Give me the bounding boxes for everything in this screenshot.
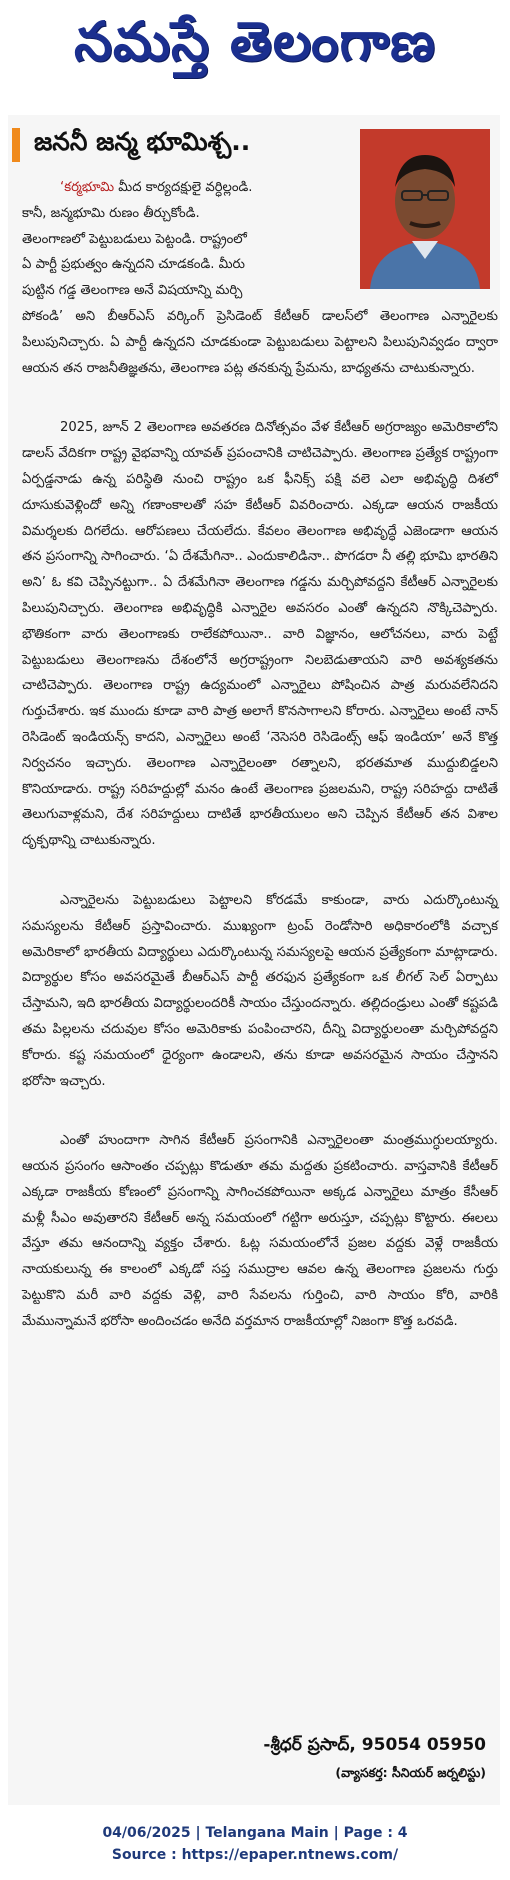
article-panel (8, 115, 500, 1805)
paragraph-1-line: ఏ పార్టీ ప్రభుత్వం ఉన్నదని చూడకండి. మీరు (22, 257, 245, 273)
author-role: (వ్యాసకర్త: సీనియర్ జర్నలిస్టు) (335, 1765, 486, 1780)
paragraph-1-first-line: ‘కర్మభూమి మీద కార్యదక్షులై వర్ధిల్లండి. (60, 180, 253, 195)
paragraph-4: ఎంతో హుందాగా సాగిన కేటీఆర్ ప్రసంగానికి ఎన్నారైలంతా మంత్రముగ్ధులయ్యారు. ఆయన ప్రసంగం ఆసాంతం చప్పట్లు కొడుతూ తమ మద్దతు ప్రకటించారు. వాస్తవానికి కేటీఆర్ ఎక్కడా రాజకీయ కోణంలో ప్రసంగాన్ని సాగించకపోయినా అక్కడ ఎన్నారైలు మాత్రం కేసీఆర్ మళ్లీ సీఎం అవుతారని కేటీఆర్ అన్న సమయంలో గట్టిగా అరుస్తూ, చప్పట్లు కొట్టారు. ఈలలు వేస్తూ తమ ఆనందాన్ని వ్యక్తం చేశారు. ఓట్ల సమయంలోనే ప్రజల వద్దకు వెళ్లే రాజకీయ నాయకులున్న ఈ కాలంలో ఎక్కడో సప్త సముద్రాల ఆవల ఉన్న తెలంగాణ ప్రజలను గుర్తు పెట్టుకొని మరీ వారి వద్దకు వెళ్లి, వారి సేవలను గుర్తించి, వారి సాయం కోరి, వారికి మేమున్నామనే భరోసా అందించడం అనేది వర్తమాన రాజకీయాల్లో నిజంగా కొత్త ఒరవడి. (22, 1133, 498, 1329)
headline-accent-bar (12, 128, 20, 162)
page-footer (0, 1822, 510, 1866)
masthead (0, 0, 510, 96)
footer-source-link[interactable]: Source : https://epaper.ntnews.com/ (111, 1847, 399, 1863)
paragraph-2: 2025, జూన్ 2 తెలంగాణ అవతరణ దినోత్సవం వేళ కేటీఆర్ అగ్రరాజ్యం అమెరికాలోని డాలస్ వేదికగా రాష్ట్ర వైభవాన్ని యావత్ ప్రపంచానికి చాటిచెప్పారు. తెలంగాణ ప్రత్యేక రాష్ట్రంగా ఏర్పడ్డనాడు ఉన్న పరిస్థితి నుంచి రాష్ట్రం ఒక ఫీనిక్స్ పక్షి వలె ఎలా అభివృద్ధి దిశలో దూసుకువెళ్లిందో అన్ని గణాంకాలతో సహ కేటీఆర్ వివరించారు. ఎక్కడా ఆయన రాజకీయ విమర్శలకు దిగలేదు. ఆరోపణలు చేయలేదు. కేవలం తెలంగాణ అభివృద్ధే ఎజెండాగా ఆయన తన ప్రసంగాన్ని సాగించారు. ‘ఏ దేశమేగినా.. ఎందుకాలిడినా.. పొగడరా నీ తల్లి భూమి భారతిని అని’ ఓ కవి చెప్పినట్టుగా.. ఏ దేశమేగినా తెలంగాణ గడ్డను మర్చిపోవద్దని కేటీఆర్ ఎన్నారైలకు పిలుపునిచ్చారు. తెలంగాణ అభివృద్ధికి ఎన్నారైల అవసరం ఎంతో ఉన్నదని నొక్కిచెప్పారు. భౌతికంగా వారు తెలంగాణకు రాలేకపోయినా.. వారి విజ్ఞానం, ఆలోచనలు, వారు పెట్టే పెట్టుబడులు తెలంగాణను దేశంలోనే అగ్రరాష్ట్రంగా నిలబెడుతాయని వారి అవశ్యకతను చాటిచెప్పారు. తెలంగాణ రాష్ట్ర ఉద్యమంలో ఎన్నారైలు పోషించిన పాత్ర మరువలేనిదని గుర్తుచేశారు. ఇక ముందు కూడా వారి పాత్ర అలాగే కొనసాగాలని కోరారు. ఎన్నారైలు అంటే నాన్ రెసిడెంట్ ఇండియన్స్ కాదని, ఎన్నారైలు అంటే ‘నెసెసరి రెసిడెంట్స్ ఆఫ్ ఇండియా’ అనే కొత్త నిర్వచనం ఇచ్చారు. తెలంగాణ ఎన్నారైలంతా రత్నాలని, భరతమాత ముద్దుబిడ్డలని కొనియాడారు. రాష్ట్ర సరిహద్దుల్లో మనం ఉంటే తెలంగాణ ప్రజలమని, రాష్ట్ర సరిహద్దు దాటితే తెలుగువాళ్లమని, దేశ సరిహద్దులు దాటితే భారతీయులం అని చెప్పిన కేటీఆర్ తన విశాల దృక్పథాన్ని చాటుకున్నారు. (22, 420, 498, 849)
author-signature (263, 1735, 486, 1784)
paragraph-1-rest: పోకండి’ అని బీఆర్‌ఎస్ వర్కింగ్ ప్రెసిడెంట్ కేటీఆర్ డాలస్‌లో తెలంగాణ ఎన్నారైలకు పిలుపునిచ్చారు. ఏ పార్టీ ఉన్నదని చూడకుండా పెట్టుబడులు పెట్టాలని పిలుపునివ్వడం ద్వారా ఆయన తన రాజనీతిజ్ఞతను, తెలంగాణ పట్ల తనకున్న ప్రేమను, బాధ్యతను చాటుకున్నారు. (22, 308, 498, 376)
article-headline (12, 127, 250, 163)
headline-text: జననీ జన్మ భూమిశ్చ.. (34, 127, 251, 156)
paragraph-1 (22, 175, 498, 381)
paragraph-3: ఎన్నారైలను పెట్టుబడులు పెట్టాలని కోరడమే కాకుండా, వారు ఎదుర్కొంటున్న సమస్యలను కేటీఆర్ ప్రస్తావించారు. ముఖ్యంగా ట్రంప్ రెండోసారి అధికారంలోకి వచ్చాక అమెరికాలో భారతీయ విద్యార్థులు ఎదుర్కొంటున్న సమస్యలపై ఆయన ప్రత్యేకంగా మాట్లాడారు. విద్యార్థుల కోసం అవసరమైతే బీఆర్‌ఎస్ పార్టీ తరఫున ప్రత్యేకంగా ఒక లీగల్ సెల్ ఏర్పాటు చేస్తామని, ఇది భారతీయ విద్యార్థులందరికీ సాయం చేస్తుందన్నారు. తల్లిదండ్రులు ఎంతో కష్టపడి తమ పిల్లలను చదువుల కోసం అమెరికాకు పంపించారని, దీన్ని విద్యార్థులంతా మర్చిపోవద్దని కోరారు. కష్ట సమయంలో ధైర్యంగా ఉండాలని, తను కూడా అవసరమైన సాయం చేస్తానని భరోసా ఇచ్చారు. (22, 892, 498, 1089)
footer-edition-info: 04/06/2025 | Telangana Main | Page : 4 (102, 1825, 408, 1841)
paragraph-1-line: పుట్టిన గడ్డ తెలంగాణ అనే విషయాన్ని మర్చి (22, 283, 243, 299)
paragraph-1-line: కానీ, జన్మభూమి రుణం తీర్చుకోండి. (22, 205, 200, 221)
article-body (22, 175, 498, 1335)
paragraph-1-line: తెలంగాణలో పెట్టుబడులు పెట్టండి. రాష్ట్రంలో (22, 231, 247, 247)
author-name: -శ్రీధర్ ప్రసాద్, 95054 05950 (263, 1735, 486, 1755)
lead-word: ‘కర్మభూమి (60, 180, 115, 195)
newspaper-logo: నమస్తే తెలంగాణ (74, 9, 436, 73)
